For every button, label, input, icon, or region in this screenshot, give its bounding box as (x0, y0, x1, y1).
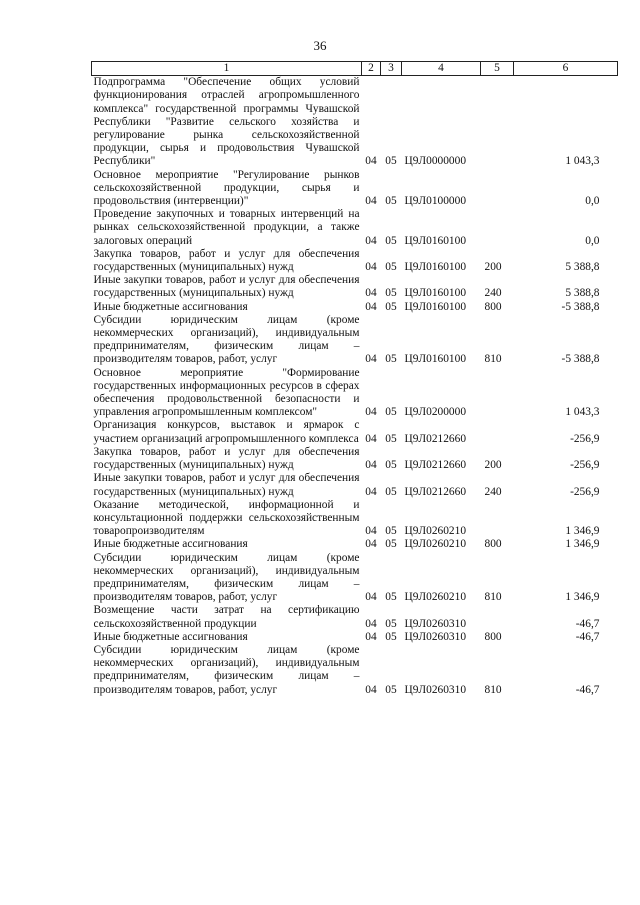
row-target-article: Ц9Л0212660 (404, 432, 467, 445)
page-number: 36 (313, 38, 327, 53)
row-name: Закупка товаров, работ и услуг для обеспечения государственных (муниципальных) нужд (93, 445, 360, 472)
row-subsection: 05 (385, 538, 397, 551)
col-header-vr: 5 (481, 62, 514, 76)
row-name: Организация конкурсов, выставок и ярмарок с участием организаций агропромышленного комплекса (93, 419, 360, 445)
row-subsection: 05 (385, 195, 397, 208)
row-target-article: Ц9Л0260210 (404, 525, 467, 538)
row-amount: 1 346,9 (565, 538, 600, 551)
row-subsection: 05 (385, 485, 397, 498)
row-expense-type (481, 367, 514, 420)
row-section: 04 (365, 353, 377, 366)
row-target-article: Ц9Л0160100 (404, 300, 467, 313)
row-amount: -5 388,8 (561, 300, 600, 313)
row-section: 04 (365, 195, 377, 208)
row-amount: -46,7 (575, 630, 600, 643)
row-name: Закупка товаров, работ и услуг для обеспечения государственных (муниципальных) нужд (93, 247, 360, 274)
row-name: Подпрограмма "Обеспечение общих условий функционирования отраслей агропромышленного комплекса" государственной программы Чувашской Республики "Развитие сельского хозяйства и регулирование рынка сельскохозяйственной продукции, сырья и продовольствия Чувашской Республики" (93, 76, 360, 168)
row-section: 04 (365, 261, 377, 274)
row-name: Проведение закупочных и товарных интервенций на рынках сельскохозяйственной продукции, а также залоговых операций (93, 208, 360, 247)
row-subsection: 05 (385, 287, 397, 300)
row-amount: 0,0 (585, 234, 600, 247)
row-subsection: 05 (385, 591, 397, 604)
row-section: 04 (365, 525, 377, 538)
row-target-article: Ц9Л0212660 (404, 485, 467, 498)
table-row (92, 631, 618, 644)
row-section: 04 (365, 406, 377, 419)
row-expense-type (481, 169, 514, 209)
row-name: Возмещение части затрат на сертификацию сельскохозяйственной продукции (93, 604, 360, 630)
row-amount: 1 346,9 (565, 591, 600, 604)
row-subsection: 05 (385, 353, 397, 366)
table-row (92, 446, 618, 472)
row-target-article: Ц9Л0260310 (404, 617, 467, 630)
row-target-article: Ц9Л0160100 (404, 261, 467, 274)
col-header-name: 1 (92, 62, 362, 76)
row-expense-type (481, 604, 514, 630)
row-subsection: 05 (385, 261, 397, 274)
table-row (92, 538, 618, 551)
header-row (92, 62, 618, 76)
col-header-subsection: 3 (381, 62, 402, 76)
col-header-sum: 6 (514, 62, 618, 76)
row-target-article: Ц9Л0260210 (404, 591, 467, 604)
row-name: Иные бюджетные ассигнования (93, 300, 248, 313)
row-expense-type: 240 (484, 287, 502, 300)
row-subsection: 05 (385, 525, 397, 538)
row-name: Субсидии юридическим лицам (кроме некоммерческих организаций), индивидуальным предпринимателям, физическим лицам – производителям товаров, работ, услуг (93, 313, 360, 366)
row-name: Иные бюджетные ассигнования (93, 538, 248, 551)
row-subsection: 05 (385, 155, 397, 168)
row-expense-type: 240 (484, 485, 502, 498)
budget-table (91, 61, 618, 697)
row-name: Субсидии юридическим лицам (кроме некоммерческих организаций), индивидуальным предпринимателям, физическим лицам – производителям товаров, работ, услуг (93, 643, 360, 696)
row-target-article: Ц9Л0160100 (404, 353, 467, 366)
table-row (92, 499, 618, 539)
row-target-article: Ц9Л0160100 (404, 287, 467, 300)
row-target-article: Ц9Л0100000 (404, 195, 467, 208)
row-subsection: 05 (385, 617, 397, 630)
row-subsection: 05 (385, 432, 397, 445)
row-amount: 0,0 (585, 195, 600, 208)
row-subsection: 05 (385, 459, 397, 472)
row-name: Субсидии юридическим лицам (кроме некоммерческих организаций), индивидуальным предпринимателям, физическим лицам – производителям товаров, работ, услуг (93, 551, 360, 604)
row-amount: -256,9 (570, 432, 600, 445)
row-amount: -256,9 (570, 459, 600, 472)
table-row (92, 552, 618, 605)
row-amount: -46,7 (575, 617, 600, 630)
row-expense-type: 800 (484, 538, 502, 551)
row-section: 04 (365, 155, 377, 168)
table-row (92, 314, 618, 367)
row-section: 04 (365, 234, 377, 247)
row-amount: -256,9 (570, 485, 600, 498)
row-section: 04 (365, 683, 377, 696)
table-row (92, 274, 618, 300)
row-expense-type: 810 (484, 683, 502, 696)
row-name: Иные закупки товаров, работ и услуг для обеспечения государственных (муниципальных) нужд (93, 472, 360, 498)
table-row (92, 208, 618, 248)
table-row (92, 169, 618, 209)
row-target-article: Ц9Л0212660 (404, 459, 467, 472)
row-name: Иные бюджетные ассигнования (93, 630, 248, 643)
col-header-csr: 4 (402, 62, 481, 76)
row-expense-type: 810 (484, 591, 502, 604)
table-row (92, 248, 618, 274)
row-expense-type: 800 (484, 630, 502, 643)
row-target-article: Ц9Л0260310 (404, 630, 467, 643)
table-row (92, 419, 618, 445)
row-amount: 1 043,3 (565, 155, 600, 168)
row-target-article: Ц9Л0200000 (404, 406, 467, 419)
row-target-article: Ц9Л0160100 (404, 234, 467, 247)
row-subsection: 05 (385, 300, 397, 313)
row-section: 04 (365, 287, 377, 300)
row-name: Иные закупки товаров, работ и услуг для обеспечения государственных (муниципальных) нужд (93, 274, 360, 300)
row-expense-type (481, 499, 514, 539)
col-header-section: 2 (362, 62, 381, 76)
row-section: 04 (365, 300, 377, 313)
row-expense-type (481, 419, 514, 445)
row-amount: 1 043,3 (565, 406, 600, 419)
row-section: 04 (365, 617, 377, 630)
row-subsection: 05 (385, 683, 397, 696)
row-target-article: Ц9Л0260310 (404, 683, 467, 696)
row-amount: 5 388,8 (565, 287, 600, 300)
row-subsection: 05 (385, 234, 397, 247)
row-subsection: 05 (385, 630, 397, 643)
row-amount: 1 346,9 (565, 525, 600, 538)
row-name: Основное мероприятие "Формирование государственных информационных ресурсов в сферах обеспечения продовольственной безопасности и управления агропромышленным комплексом" (93, 366, 360, 419)
row-section: 04 (365, 459, 377, 472)
row-name: Основное мероприятие "Регулирование рынков сельскохозяйственной продукции, сырья и продовольствия (интервенции)" (93, 168, 360, 208)
row-expense-type: 810 (484, 353, 502, 366)
row-section: 04 (365, 485, 377, 498)
row-subsection: 05 (385, 406, 397, 419)
row-name: Оказание методической, информационной и консультационной поддержки сельскохозяйственным товаропроизводителям (93, 498, 360, 538)
table-row (92, 367, 618, 420)
row-section: 04 (365, 591, 377, 604)
row-amount: -46,7 (575, 683, 600, 696)
row-expense-type (481, 76, 514, 169)
row-amount: 5 388,8 (565, 261, 600, 274)
row-section: 04 (365, 630, 377, 643)
row-expense-type: 200 (484, 261, 502, 274)
row-expense-type: 200 (484, 459, 502, 472)
table-row (92, 644, 618, 697)
row-target-article: Ц9Л0000000 (404, 155, 467, 168)
table-row (92, 301, 618, 314)
row-expense-type: 800 (484, 300, 502, 313)
table-row (92, 472, 618, 498)
table-row (92, 76, 618, 169)
row-amount: -5 388,8 (561, 353, 600, 366)
row-target-article: Ц9Л0260210 (404, 538, 467, 551)
table-row (92, 604, 618, 630)
row-section: 04 (365, 432, 377, 445)
row-section: 04 (365, 538, 377, 551)
row-expense-type (481, 208, 514, 248)
